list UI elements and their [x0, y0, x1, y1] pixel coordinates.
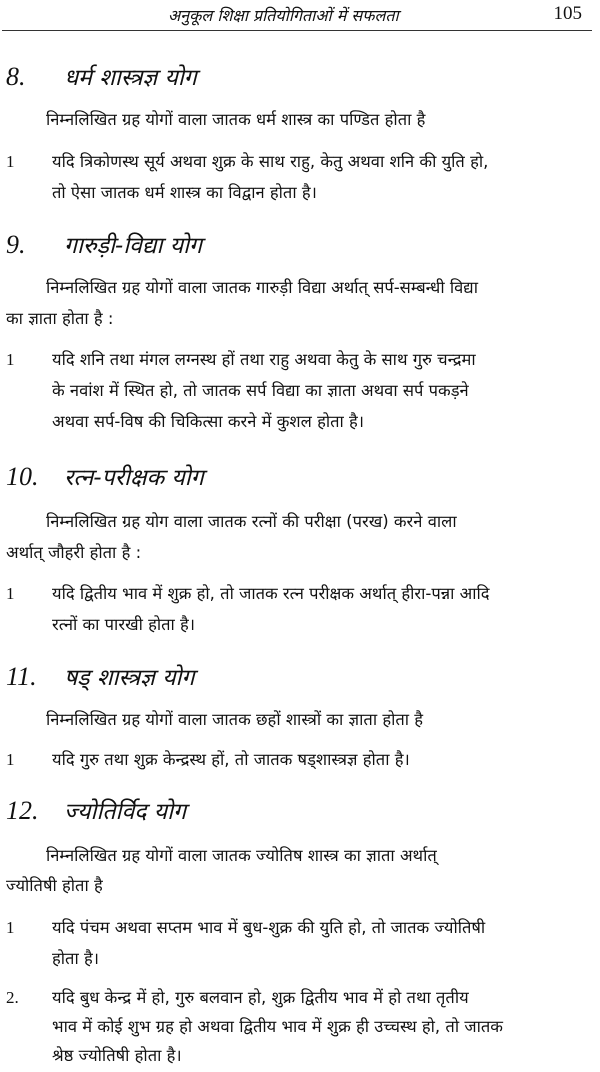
section-heading	[6, 794, 186, 826]
section-number: 11.	[6, 662, 37, 691]
item-line: यदि द्वितीय भाव में शुक्र हो, तो जातक रत्न परीक्षक अर्थात् हीरा-पन्ना आदि	[52, 584, 490, 603]
section-intro-line: निम्नलिखित ग्रह योगों वाला जातक ज्योतिष शास्त्र का ज्ञाता अर्थात्	[46, 846, 437, 865]
section-intro-line: अर्थात् जौहरी होता है :	[6, 543, 142, 562]
section-intro-line: निम्नलिखित ग्रह योग वाला जातक रत्नों की परीक्षा (परख) करने वाला	[46, 512, 457, 531]
section-number: 9.	[6, 230, 26, 259]
item-line: यदि त्रिकोणस्थ सूर्य अथवा शुक्र के साथ राहु, केतु अथवा शनि की युति हो,	[52, 152, 489, 171]
section-title: धर्म शास्त्रज्ञ योग	[64, 65, 197, 91]
header-rule	[2, 30, 592, 31]
item-line: तो ऐसा जातक धर्म शास्त्र का विद्वान होता है।	[52, 183, 317, 202]
item-line: यदि बुध केन्द्र में हो, गुरु बलवान हो, शुक्र द्वितीय भाव में हो तथा तृतीय	[52, 988, 469, 1007]
section-intro-line: निम्नलिखित ग्रह योगों वाला जातक छहों शास्त्रों का ज्ञाता होता है	[46, 710, 424, 729]
section-intro-line: निम्नलिखित ग्रह योगों वाला जातक गारुड़ी विद्या अर्थात् सर्प-सम्बन्धी विद्या	[46, 278, 478, 297]
page-header	[0, 2, 600, 32]
section-title: ज्योतिर्विद योग	[64, 799, 187, 825]
item-line: भाव में कोई शुभ ग्रह हो अथवा द्वितीय भाव में शुक्र ही उच्चस्थ हो, तो जातक	[52, 1017, 503, 1036]
section-heading	[6, 460, 204, 492]
section-intro-line: निम्नलिखित ग्रह योगों वाला जातक धर्म शास्त्र का पण्डित होता है	[46, 110, 426, 129]
item-line: होता है।	[52, 949, 99, 968]
list-item	[6, 578, 596, 640]
item-marker: 1	[6, 152, 15, 171]
item-line: यदि शनि तथा मंगल लग्नस्थ हों तथा राहु अथवा केतु के साथ गुरु चन्द्रमा	[52, 350, 476, 369]
section-title: रत्न-परीक्षक योग	[64, 465, 204, 491]
section-title: षड् शास्त्रज्ञ योग	[64, 665, 195, 691]
section-intro-line: का ज्ञाता होता है :	[6, 309, 114, 328]
item-marker: 1	[6, 918, 15, 937]
item-marker: 1	[6, 750, 15, 769]
list-item	[6, 982, 596, 1072]
section-heading	[6, 60, 197, 92]
section-number: 8.	[6, 62, 26, 91]
item-line: रत्नों का पारखी होता है।	[52, 615, 196, 634]
running-title: अनुकूल शिक्षा प्रतियोगिताओं में सफलता	[168, 6, 399, 25]
item-line: श्रेष्ठ ज्योतिषी होता है।	[52, 1046, 182, 1065]
list-item	[6, 146, 596, 208]
page-number: 105	[553, 3, 582, 24]
section-number: 10.	[6, 462, 39, 491]
list-item	[6, 912, 596, 974]
section-title: गारुड़ी-विद्या योग	[64, 233, 202, 259]
item-line: अथवा सर्प-विष की चिकित्सा करने में कुशल होता है।	[52, 412, 365, 431]
item-line: यदि पंचम अथवा सप्तम भाव में बुध-शुक्र की युति हो, तो जातक ज्योतिषी	[52, 918, 486, 937]
section-heading	[6, 660, 194, 692]
item-line: यदि गुरु तथा शुक्र केन्द्रस्थ हों, तो जातक षड्शास्त्रज्ञ होता है।	[52, 750, 410, 769]
list-item	[6, 744, 596, 775]
item-line: के नवांश में स्थित हो, तो जातक सर्प विद्या का ज्ञाता अथवा सर्प पकड़ने	[52, 381, 469, 400]
section-intro-line: ज्योतिषी होता है	[6, 876, 103, 895]
section-number: 12.	[6, 796, 39, 825]
item-marker: 1	[6, 584, 15, 603]
list-item	[6, 344, 596, 437]
item-marker: 1	[6, 350, 15, 369]
item-marker: 2.	[6, 988, 19, 1007]
section-heading	[6, 228, 202, 260]
